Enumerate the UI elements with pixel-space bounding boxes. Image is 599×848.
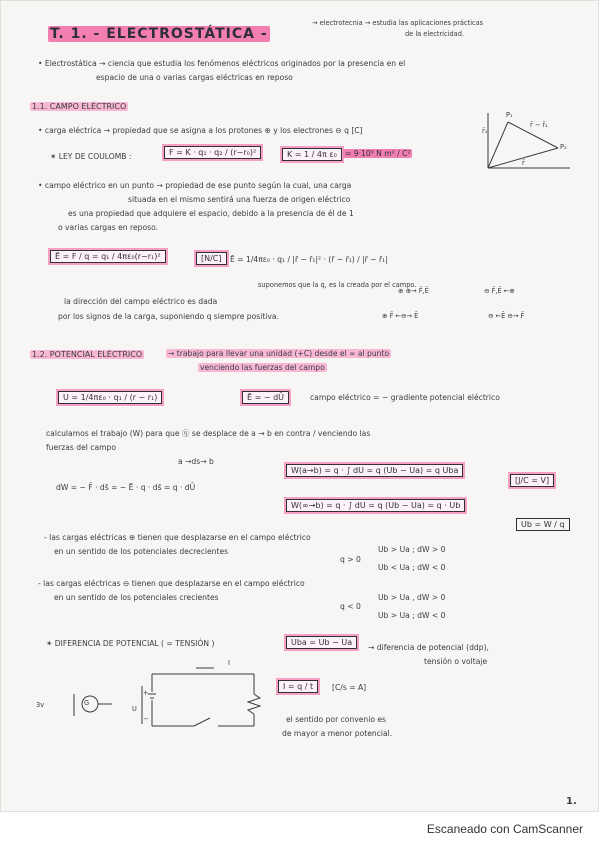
intro-line-1: • Electrostática → ciencia que estudia los fenómenos eléctricos originados por la presencia en el — [38, 59, 406, 68]
field-vector-formula: Ē = 1/4πε₀ · q₁ / |r̄ − r̄₁|² · (r̄ − r̄₁) / |r̄ − r̄₁| — [230, 255, 388, 264]
sign-symbol-3: ⊕ F̄ ←⊖→ Ē — [382, 312, 419, 320]
diagram-label-p1: P₁ — [506, 111, 513, 119]
section-1-2-text: 1.2. POTENCIAL ELÉCTRICO — [32, 350, 143, 359]
page-title — [48, 26, 270, 42]
work-formula-box-2: W(∞→b) = q · ∫ dU = q (Ub − Ua) = q · Ub — [286, 499, 465, 512]
title-text: T. 1. - ELECTROSTÁTICA - — [50, 26, 268, 42]
gradient-formula-box: Ē = − dŪ — [242, 391, 289, 404]
ddp-label — [46, 640, 214, 649]
scanner-footer — [0, 812, 599, 848]
work-intro-1: calculamos el trabajo (W) para que ⓠ se desplace de a → b en contra / venciendo las — [46, 429, 371, 438]
q-positive-label: q > 0 — [340, 555, 361, 564]
q-positive-case-2: Ub < Ua ; dW < 0 — [378, 563, 446, 572]
q-negative-case-1: Ub > Ua , dW > 0 — [378, 593, 446, 602]
top-note-1: → electrotecnia → estudia las aplicaciones prácticas — [312, 19, 484, 27]
current-formula-box: I = q / t — [278, 680, 318, 693]
circuit-voltage-label: 3v — [36, 701, 45, 709]
potential-formula-box: U = 1/4πε₀ · q₁ / (r − r₁) — [58, 391, 162, 404]
positive-charge-2: en un sentido de los potenciales decrecientes — [54, 547, 229, 556]
intro-line-2: espacio de una o varias cargas eléctricas en reposo — [96, 73, 293, 82]
diagram-label-r1: r̄₁ — [482, 127, 488, 135]
sense-line-2: de mayor a menor potencial. — [282, 729, 393, 738]
top-note-2: de la electricidad. — [405, 30, 464, 38]
field-formula-box: Ē = F / q = q₁ / 4πε₀(r−r₁)² — [50, 250, 166, 263]
q-negative-label: q < 0 — [340, 602, 361, 611]
ddp-note-2: tensión o voltaje — [424, 657, 488, 666]
k-constant-box: K = 1 / 4π ε₀ — [282, 148, 342, 161]
diagram-label-r: r̄ — [522, 159, 525, 167]
gradient-note: campo eléctrico = − gradiente potencial eléctrico — [310, 393, 500, 402]
circuit-i-label: I — [228, 659, 230, 667]
ub-formula-box: Ub = W / q — [516, 518, 570, 531]
field-definition-2: situada en el mismo sentirá una fuerza de origen eléctrico — [128, 195, 351, 204]
ddp-note-1: → diferencia de potencial (ddp), — [368, 643, 489, 652]
positive-charge-1: - las cargas eléctricas ⊕ tienen que desplazarse en el campo eléctrico — [44, 533, 311, 542]
field-units-box: [N/C] — [196, 252, 227, 265]
potential-definition-2 — [198, 364, 327, 373]
k-value — [343, 150, 412, 159]
a-to-b: a →ds→ b — [178, 457, 214, 466]
sign-symbol-2: ⊖ F̄,Ē ←⊕ — [484, 287, 515, 295]
circuit-gen-label: G — [84, 699, 90, 707]
current-units: [C/s = A] — [332, 683, 367, 692]
sense-line-1: el sentido por convenio es — [286, 715, 387, 724]
potential-definition-1 — [166, 350, 391, 359]
scanner-watermark: Escaneado con CamScanner — [426, 822, 583, 836]
negative-charge-1: - las cargas eléctricas ⊖ tienen que desplazarse en el campo eléctrico — [38, 579, 305, 588]
work-intro-2: fuerzas del campo — [46, 443, 116, 452]
circuit-diagram — [34, 664, 294, 744]
suppose-note: suponemos que la q, es la creada por el campo. — [258, 281, 417, 289]
field-definition-1: • campo eléctrico en un punto → propiedad de ese punto según la cual, una carga — [38, 181, 352, 190]
q-positive-case-1: Ub > Ua ; dW > 0 — [378, 545, 446, 554]
coulomb-label: ✶ LEY DE COULOMB : — [50, 152, 132, 161]
section-heading-1-1 — [30, 102, 128, 111]
sign-symbol-1: ⊕ ⊕→ F̄,Ē — [398, 287, 429, 295]
sign-symbol-4: ⊖ ←Ē ⊖→ F̄ — [488, 312, 525, 320]
negative-charge-2: en un sentido de los potenciales crecientes — [54, 593, 219, 602]
charge-definition: • carga eléctrica → propiedad que se asigna a los protones ⊕ y los electrones ⊖ q [C] — [38, 126, 363, 135]
field-definition-4: o varias cargas en reposo. — [58, 223, 158, 232]
diagram-label-vector: r̄ − r̄₁ — [530, 121, 548, 129]
direction-line-1: la dirección del campo eléctrico es dada — [64, 297, 218, 306]
k-value-text: = 9·10⁹ N m² / C² — [345, 149, 411, 158]
potential-def-text-1: → trabajo para llevar una unidad (+C) desde el ∞ al punto — [168, 349, 390, 358]
unit-jc-box: [J/C = V] — [510, 474, 554, 487]
page-number: 1. — [566, 796, 577, 807]
circuit-minus-label: − — [143, 715, 149, 723]
section-heading-1-2 — [30, 350, 144, 359]
circuit-plus-label: + — [143, 689, 149, 697]
diagram-label-p2: P₂ — [560, 143, 567, 151]
work-formula-box-1: W(a→b) = q · ∫ dU = q (Ub − Ua) = q Uba — [286, 464, 463, 477]
coulomb-formula-box: F = K · q₁ · q₂ / (r−r₀)² — [164, 146, 261, 159]
field-definition-3: es una propiedad que adquiere el espacio, debido a la presencia de él de 1 — [68, 209, 354, 218]
section-1-1-text: 1.1. CAMPO ELÉCTRICO — [32, 102, 127, 111]
potential-def-text-2: venciendo las fuerzas del campo — [200, 363, 325, 372]
circuit-u-label: U — [132, 705, 137, 713]
ddp-label-text: ✶ DIFERENCIA DE POTENCIAL ( = TENSIÓN ) — [46, 639, 215, 648]
dw-formula: dW = − F̄ · ds̄ = − Ē · q · ds̄ = q · dŪ — [56, 483, 196, 492]
ddp-formula-box: Uba = Ub − Ua — [286, 636, 357, 649]
direction-line-2: por los signos de la carga, suponiendo q siempre positiva. — [58, 312, 279, 321]
q-negative-case-2: Ub > Ua ; dW < 0 — [378, 611, 446, 620]
